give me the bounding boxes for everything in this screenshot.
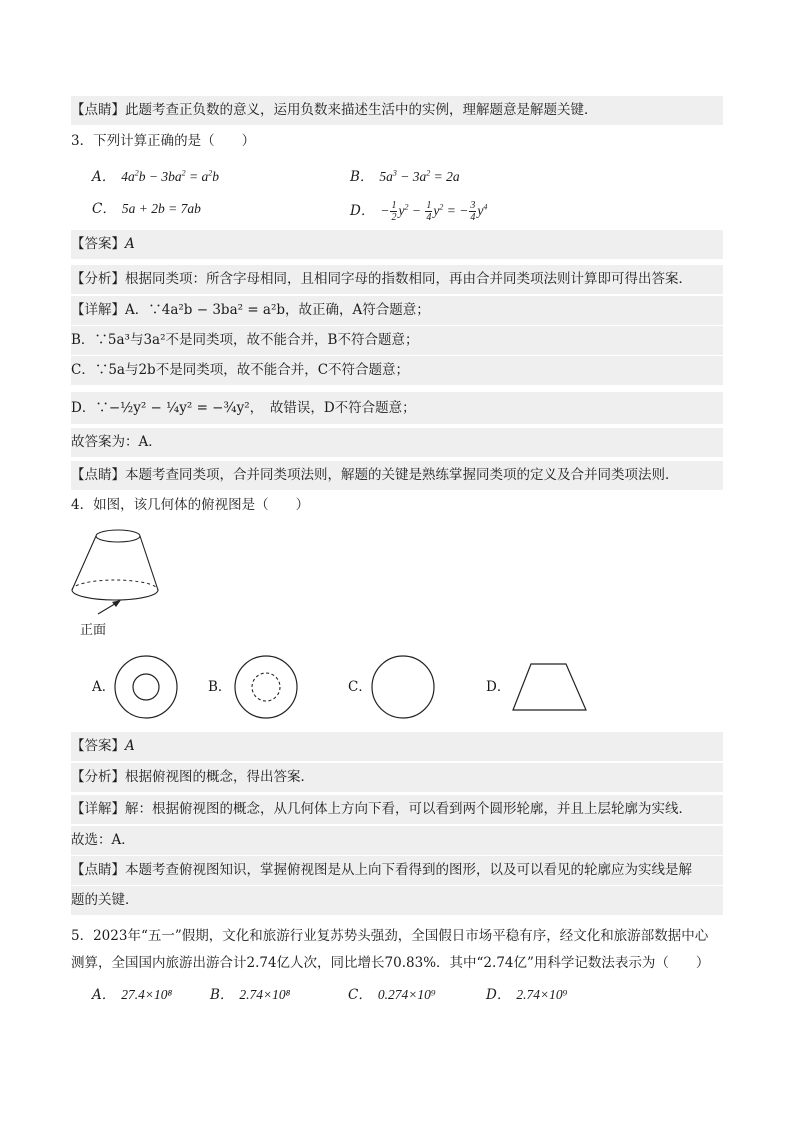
q3-option-a-expr: $4a^2b - 3ba^2 = a^2b$ — [121, 168, 219, 184]
q4-detail: 解：根据俯视图的概念，从几何体上方向下看，可以看到两个圆形轮廓，并且上层轮廓为实线． — [125, 801, 692, 817]
q3-option-d-expr: − $\frac{1}{2}$ $y^2$ − $\frac{1}{4}$ $y^2$ = − $\frac{3}{4}$ $y^4$ — [380, 199, 488, 223]
q3-detail-line: 故答案为：A． — [71, 434, 162, 450]
q3-detail-row-3 — [71, 356, 723, 385]
single-circle — [372, 656, 434, 718]
q5-stem-line-1: 5．2023年“五一”假期，文化和旅游行业复苏势头强劲，全国假日市场平稳有序，经文化和旅游部数据中心 — [71, 928, 709, 944]
inner-dashed-circle — [252, 673, 280, 701]
q3-option-b: B． $5a^3 - 3a^2 = 2a$ — [350, 168, 460, 185]
q3-detail-row-1: 【详解】A．∵4a²b − 3ba² = a²b，故正确，A符合题意； — [71, 296, 723, 325]
outer-circle — [235, 656, 297, 718]
inner-circle — [133, 674, 159, 700]
q4-detail-row: 【详解】解：根据俯视图的概念，从几何体上方向下看，可以看到两个圆形轮廓，并且上层轮廓为实线． — [71, 795, 723, 824]
q5-option-a: A． 27.4×10⁸ — [92, 987, 173, 1003]
q5-option-b: B． 2.74×10⁸ — [210, 987, 291, 1003]
q3-option-a: A． $4a^2b - 3ba^2 = a^2b$ — [92, 168, 219, 185]
q3-detail-line: D．∵−½y² − ¼y² = −¾y²， 故错误，D不符合题意； — [71, 400, 416, 416]
q4-answer: A — [125, 738, 135, 754]
frustum-top-ellipse — [96, 530, 140, 542]
q3-analysis: 根据同类项：所含字母相同，且相同字母的指数相同，再由合并同类项法则计算即可得出答案． — [125, 271, 692, 287]
q4-analysis-row: 【分析】根据俯视图的概念，得出答案． — [71, 763, 723, 792]
q3-tip: 本题考查同类项，合并同类项法则，解题的关键是熟练掌握同类项的定义及合并同类项法则． — [125, 467, 679, 483]
q4-option-c-figure — [371, 655, 435, 719]
frustum-left-edge — [72, 536, 96, 590]
q5-stem-line-2: 测算，全国国内旅游出游合计2.74亿人次，同比增长70.83%．其中“2.74亿”用科学记数法表示为（ ） — [71, 955, 710, 971]
q3-option-c: C． 5a + 2b = 7ab — [92, 201, 201, 217]
q4-option-c-label: C． — [348, 679, 372, 695]
q4-option-b-figure — [234, 655, 298, 719]
q4-stem: 4．如图，该几何体的俯视图是（ ） — [71, 497, 310, 513]
q3-tip-row: 【点睛】本题考查同类项，合并同类项法则，解题的关键是熟练掌握同类项的定义及合并同类项法则． — [71, 461, 723, 490]
tip-tag: 【点睛】 — [71, 102, 125, 118]
q3-detail-line: C．∵5a与2b不是同类项，故不能合并，C不符合题意； — [71, 362, 410, 378]
q3-detail-line: A．∵4a²b − 3ba² = a²b，故正确，A符合题意； — [125, 302, 430, 318]
q3-option-d: D． − $\frac{1}{2}$ $y^2$ − $\frac{1}{4}$ $y^2$ = − $\frac{3}{4}$ $y^4$ — [350, 199, 488, 223]
trapezoid — [513, 664, 586, 710]
q4-tip-row-1: 【点睛】本题考查俯视图知识，掌握俯视图是从上向下看得到的图形，以及可以看见的轮廓应为实线是解 — [71, 856, 723, 885]
frustum-bottom-back — [72, 580, 158, 590]
q2-tip-row — [71, 96, 723, 125]
q3-detail-row-5 — [71, 428, 723, 457]
q4-tip-line: 本题考查俯视图知识，掌握俯视图是从上向下看得到的图形，以及可以看见的轮廓应为实线是解 — [125, 862, 692, 878]
frustum-figure — [66, 524, 176, 620]
q5-option-d: D． 2.74×10⁹ — [486, 987, 568, 1003]
q3-stem: 3．下列计算正确的是（ ） — [71, 133, 256, 149]
q4-option-a-label: A． — [92, 679, 116, 695]
q4-option-d-figure — [510, 662, 590, 712]
outer-circle — [115, 656, 177, 718]
tip-text: 此题考查正负数的意义，运用负数来描述生活中的实例，理解题意是解题关键． — [125, 102, 598, 118]
q4-option-a-figure — [114, 655, 178, 719]
frustum-bottom-front — [72, 590, 158, 600]
q4-tip-line: 题的关键． — [71, 892, 139, 908]
q3-option-c-expr: 5a + 2b = 7ab — [121, 201, 201, 216]
q4-choose: 故选：A． — [71, 832, 135, 848]
q3-option-b-expr: $5a^3 - 3a^2 = 2a$ — [379, 168, 460, 184]
q4-option-b-label: B． — [208, 679, 232, 695]
q4-choose-row — [71, 826, 723, 855]
q3-answer: A — [125, 236, 135, 252]
front-arrow-head — [112, 600, 121, 607]
q3-detail-line: B．∵5a³与3a²不是同类项，故不能合并，B不符合题意； — [71, 332, 419, 348]
q5-option-c: C． 0.274×10⁹ — [348, 987, 436, 1003]
q4-answer-row: 【答案】A — [71, 732, 723, 761]
q4-tip-row-2 — [71, 886, 723, 915]
q4-analysis: 根据俯视图的概念，得出答案． — [125, 769, 314, 785]
q3-answer-row: 【答案】A — [71, 230, 723, 259]
front-label: 正面 — [80, 623, 107, 638]
q3-detail-row-4 — [71, 392, 723, 424]
q4-option-d-label: D． — [486, 679, 511, 695]
q3-analysis-row: 【分析】根据同类项：所含字母相同，且相同字母的指数相同，再由合并同类项法则计算即可得出答案． — [71, 265, 723, 294]
q3-detail-row-2 — [71, 326, 723, 355]
